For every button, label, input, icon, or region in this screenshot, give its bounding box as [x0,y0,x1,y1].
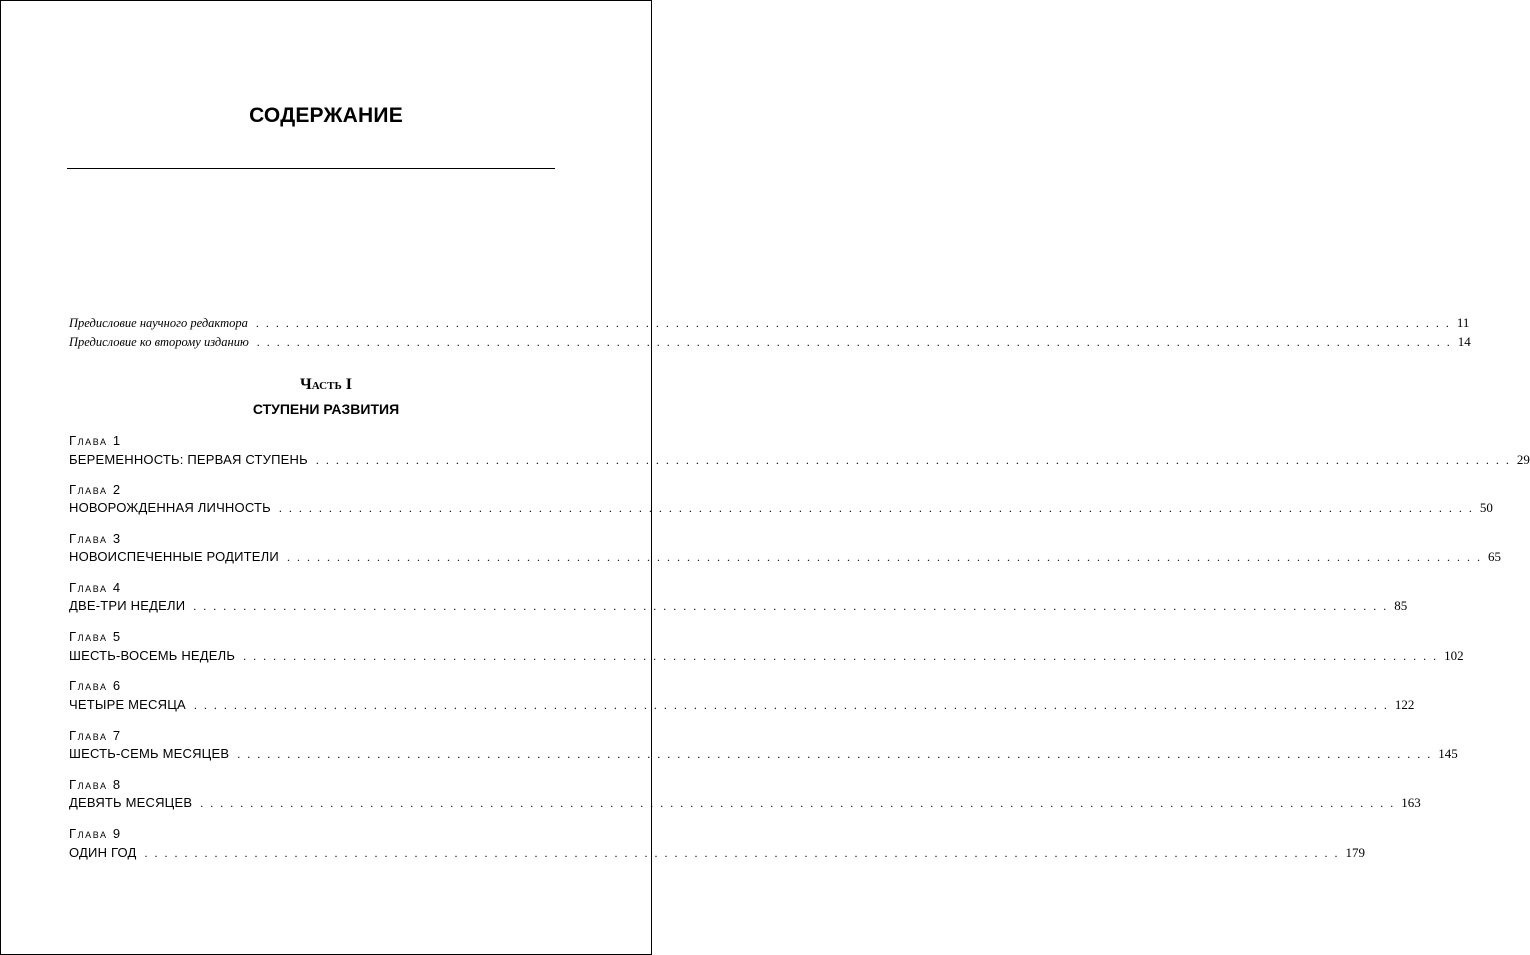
toc-entry-chapter-5[interactable] [69,648,1464,665]
dot-leader: . . . . . . . . . . . . . . . . . . . . . . . . . . . . . . . . . . . . . . . . . . . . . . . . . . . . . . . . . . . . . . . . . . . . . . . . . . . . . . . . . . . . . . . . . . . . . . . . . . . . . . . . . . . . . . . . . . . . . . . . [237,747,1433,761]
toc-entry-page: 179 [1345,845,1366,860]
toc-entry-page: 102 [1444,648,1464,663]
title-divider [67,168,555,169]
dot-leader: . . . . . . . . . . . . . . . . . . . . . . . . . . . . . . . . . . . . . . . . . . . . . . . . . . . . . . . . . . . . . . . . . . . . . . . . . . . . . . . . . . . . . . . . . . . . . . . . . . . . . . . . . . . . . . . . . . . . . . . . [193,599,1389,613]
toc-entry-title: Предисловие ко второму изданию [69,335,249,349]
toc-entry-chapter-6[interactable] [69,697,1415,714]
toc-entry-page: 11 [1456,315,1470,330]
page-title: СОДЕРЖАНИЕ [249,104,403,127]
dot-leader: . . . . . . . . . . . . . . . . . . . . . . . . . . . . . . . . . . . . . . . . . . . . . . . . . . . . . . . . . . . . . . . . . . . . . . . . . . . . . . . . . . . . . . . . . . . . . . . . . . . . . . . . . . . . . . . . . . . . . . . . [255,316,1451,330]
chapter-number: Глава 3 [69,531,122,546]
dot-leader: . . . . . . . . . . . . . . . . . . . . . . . . . . . . . . . . . . . . . . . . . . . . . . . . . . . . . . . . . . . . . . . . . . . . . . . . . . . . . . . . . . . . . . . . . . . . . . . . . . . . . . . . . . . . . . . . . . . . . . . . [243,649,1439,663]
toc-entry-chapter-8[interactable] [69,795,1421,812]
dot-leader: . . . . . . . . . . . . . . . . . . . . . . . . . . . . . . . . . . . . . . . . . . . . . . . . . . . . . . . . . . . . . . . . . . . . . . . . . . . . . . . . . . . . . . . . . . . . . . . . . . . . . . . . . . . . . . . . . . . . . . . . [256,335,1452,349]
toc-entry-title: ЧЕТЫРЕ МЕСЯЦА [69,697,186,712]
chapter-number: Глава 4 [69,580,122,595]
dot-leader: . . . . . . . . . . . . . . . . . . . . . . . . . . . . . . . . . . . . . . . . . . . . . . . . . . . . . . . . . . . . . . . . . . . . . . . . . . . . . . . . . . . . . . . . . . . . . . . . . . . . . . . . . . . . . . . . . . . . . . . . [286,550,1482,564]
chapter-number: Глава 2 [69,482,122,497]
dot-leader: . . . . . . . . . . . . . . . . . . . . . . . . . . . . . . . . . . . . . . . . . . . . . . . . . . . . . . . . . . . . . . . . . . . . . . . . . . . . . . . . . . . . . . . . . . . . . . . . . . . . . . . . . . . . . . . . . . . . . . . . [144,846,1340,860]
toc-entry-page: 29 [1516,452,1530,467]
toc-entry-chapter-3[interactable] [69,549,1501,566]
toc-entry-title: ШЕСТЬ-ВОСЕМЬ НЕДЕЛЬ [69,648,236,663]
toc-entry-title: ДВЕ-ТРИ НЕДЕЛИ [69,598,186,613]
toc-entry-title: НОВОРОЖДЕННАЯ ЛИЧНОСТЬ [69,500,271,515]
toc-entry-page: 14 [1457,334,1471,349]
toc-entry-title: ОДИН ГОД [69,845,137,860]
toc-entry-preface-second-edition[interactable] [69,334,1471,351]
dot-leader: . . . . . . . . . . . . . . . . . . . . . . . . . . . . . . . . . . . . . . . . . . . . . . . . . . . . . . . . . . . . . . . . . . . . . . . . . . . . . . . . . . . . . . . . . . . . . . . . . . . . . . . . . . . . . . . . . . . . . . . . [193,698,1389,712]
toc-entry-title: НОВОИСПЕЧЕННЫЕ РОДИТЕЛИ [69,549,279,564]
toc-entry-page: 145 [1438,746,1458,761]
toc-entry-chapter-1[interactable] [69,452,1530,469]
chapter-number: Глава 8 [69,777,122,792]
dot-leader: . . . . . . . . . . . . . . . . . . . . . . . . . . . . . . . . . . . . . . . . . . . . . . . . . . . . . . . . . . . . . . . . . . . . . . . . . . . . . . . . . . . . . . . . . . . . . . . . . . . . . . . . . . . . . . . . . . . . . . . . [278,501,1474,515]
toc-entry-page: 163 [1401,795,1421,810]
toc-entry-page: 85 [1394,598,1408,613]
chapter-number: Глава 1 [69,433,122,448]
chapter-number: Глава 6 [69,678,122,693]
toc-entry-preface-editor[interactable] [69,315,1470,332]
toc-entry-chapter-2[interactable] [69,500,1493,517]
dot-leader: . . . . . . . . . . . . . . . . . . . . . . . . . . . . . . . . . . . . . . . . . . . . . . . . . . . . . . . . . . . . . . . . . . . . . . . . . . . . . . . . . . . . . . . . . . . . . . . . . . . . . . . . . . . . . . . . . . . . . . . . [200,796,1396,810]
toc-entry-title: ДЕВЯТЬ МЕСЯЦЕВ [69,795,193,810]
dot-leader: . . . . . . . . . . . . . . . . . . . . . . . . . . . . . . . . . . . . . . . . . . . . . . . . . . . . . . . . . . . . . . . . . . . . . . . . . . . . . . . . . . . . . . . . . . . . . . . . . . . . . . . . . . . . . . . . . . . . . . . . [315,453,1511,467]
toc-entry-chapter-7[interactable] [69,746,1458,763]
chapter-number: Глава 5 [69,629,122,644]
toc-entry-page: 122 [1394,697,1415,712]
part-title: Часть I [300,376,352,393]
chapter-number: Глава 7 [69,728,122,743]
toc-entry-page: 50 [1479,500,1493,515]
toc-entry-title: ШЕСТЬ-СЕМЬ МЕСЯЦЕВ [69,746,230,761]
toc-entry-page: 65 [1487,549,1501,564]
toc-entry-title: Предисловие научного редактора [69,316,248,330]
toc-entry-title: БЕРЕМЕННОСТЬ: ПЕРВАЯ СТУПЕНЬ [69,452,308,467]
part-subtitle: СТУПЕНИ РАЗВИТИЯ [252,401,400,417]
toc-entry-chapter-4[interactable] [69,598,1408,615]
chapter-number: Глава 9 [69,826,122,841]
toc-entry-chapter-9[interactable] [69,845,1366,862]
